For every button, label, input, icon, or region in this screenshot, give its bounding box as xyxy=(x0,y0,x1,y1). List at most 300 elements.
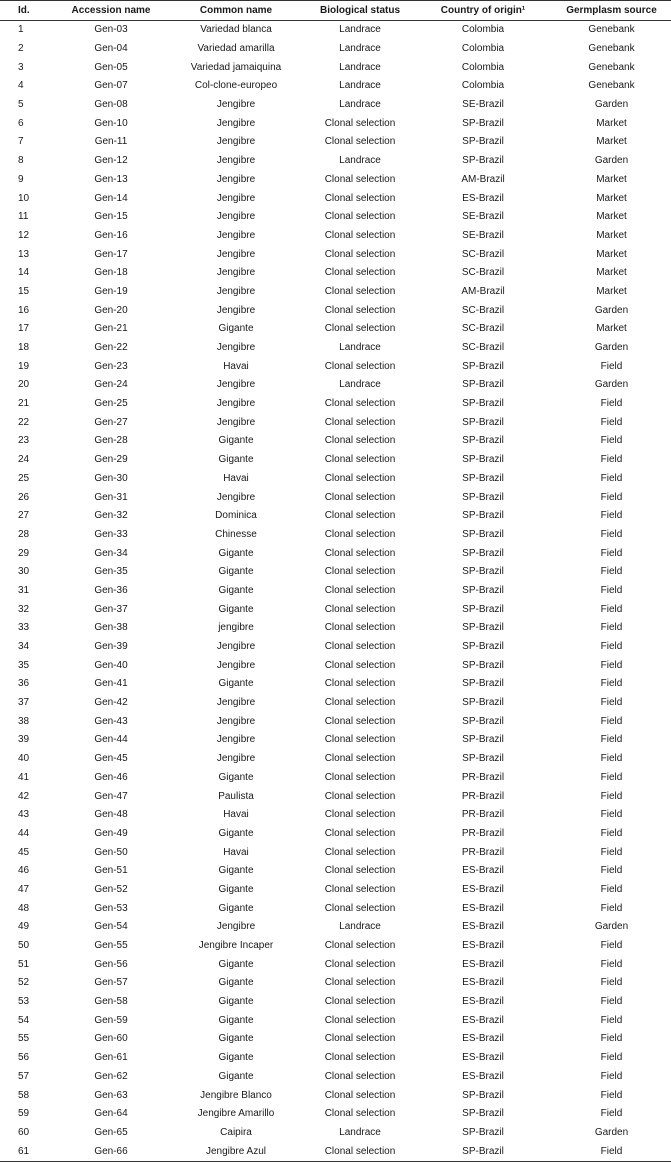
cell-germplasm-source: Field xyxy=(600,865,623,877)
cell-country-of-origin: PR-Brazil xyxy=(461,771,505,783)
cell-accession-name: Gen-66 xyxy=(56,1142,166,1161)
table-row xyxy=(0,1011,671,1030)
cell-country-of-origin: ES-Brazil xyxy=(462,958,504,970)
cell-germplasm-source: Field xyxy=(600,902,623,914)
cell-accession-name: Gen-64 xyxy=(94,1108,128,1120)
cell-biological-status: Clonal selection xyxy=(324,136,396,148)
cell-germplasm-source: Field xyxy=(600,771,623,783)
cell-common-name: Jengibre xyxy=(216,267,256,279)
cell-id: 2 xyxy=(18,43,24,55)
table-row xyxy=(0,264,671,283)
cell-accession-name: Gen-18 xyxy=(94,267,128,279)
header-country-of-origin: Country of origin¹ xyxy=(414,1,552,21)
cell-id: 30 xyxy=(18,566,30,578)
cell-id: 52 xyxy=(18,977,30,989)
cell-id: 46 xyxy=(18,865,30,877)
cell-accession-name: Gen-36 xyxy=(94,584,128,596)
cell-germplasm-source: Field xyxy=(600,622,623,634)
cell-country-of-origin: ES-Brazil xyxy=(462,192,504,204)
cell-biological-status: Clonal selection xyxy=(324,547,396,559)
cell-germplasm-source: Market xyxy=(596,323,627,335)
cell-id: 31 xyxy=(18,584,30,596)
cell-country-of-origin: Colombia xyxy=(461,61,505,73)
cell-germplasm-source: Field xyxy=(600,715,623,727)
cell-country-of-origin: ES-Brazil xyxy=(462,977,504,989)
header-accession-name: Accession name xyxy=(56,1,166,21)
cell-country-of-origin: SP-Brazil xyxy=(414,1142,552,1161)
cell-biological-status: Clonal selection xyxy=(324,398,396,410)
cell-id: 44 xyxy=(18,827,30,839)
cell-accession-name: Gen-51 xyxy=(94,865,128,877)
cell-germplasm-source: Field xyxy=(600,883,623,895)
cell-accession-name: Gen-53 xyxy=(94,902,128,914)
cell-common-name: Dominica xyxy=(215,510,257,522)
cell-accession-name: Gen-12 xyxy=(94,155,128,167)
cell-country-of-origin: SP-Brazil xyxy=(462,416,504,428)
cell-country-of-origin: SP-Brazil xyxy=(462,528,504,540)
cell-id: 8 xyxy=(18,155,24,167)
table-row xyxy=(0,843,671,862)
cell-biological-status: Clonal selection xyxy=(324,248,396,260)
cell-biological-status: Clonal selection xyxy=(324,603,396,615)
cell-country-of-origin: ES-Brazil xyxy=(462,996,504,1008)
cell-biological-status: Clonal selection xyxy=(324,996,396,1008)
cell-biological-status: Clonal selection xyxy=(324,846,396,858)
cell-id: 40 xyxy=(18,753,30,765)
table-row xyxy=(0,881,671,900)
cell-id: 10 xyxy=(18,192,30,204)
table-row xyxy=(0,656,671,675)
table-row xyxy=(0,133,671,152)
cell-germplasm-source: Field xyxy=(600,697,623,709)
cell-accession-name: Gen-04 xyxy=(94,43,128,55)
cell-id: 38 xyxy=(18,715,30,727)
cell-germplasm-source: Field xyxy=(600,1033,623,1045)
cell-id: 39 xyxy=(18,734,30,746)
cell-biological-status: Clonal selection xyxy=(324,678,396,690)
cell-accession-name: Gen-37 xyxy=(94,603,128,615)
table-row xyxy=(0,171,671,190)
table-row xyxy=(0,114,671,133)
table-row xyxy=(0,731,671,750)
table-row xyxy=(0,750,671,769)
cell-common-name: Jengibre xyxy=(216,211,256,223)
cell-germplasm-source: Genebank xyxy=(588,24,635,36)
cell-country-of-origin: SP-Brazil xyxy=(462,117,504,129)
cell-id: 23 xyxy=(18,435,30,447)
cell-biological-status: Clonal selection xyxy=(324,771,396,783)
cell-common-name: Jengibre Incaper xyxy=(198,940,274,952)
cell-country-of-origin: SP-Brazil xyxy=(462,360,504,372)
cell-id: 43 xyxy=(18,809,30,821)
cell-germplasm-source: Market xyxy=(596,136,627,148)
table-row xyxy=(0,376,671,395)
cell-accession-name: Gen-52 xyxy=(94,883,128,895)
cell-country-of-origin: SC-Brazil xyxy=(461,267,505,279)
cell-biological-status: Clonal selection xyxy=(324,566,396,578)
cell-country-of-origin: SP-Brazil xyxy=(462,379,504,391)
cell-common-name: Gigante xyxy=(218,865,254,877)
cell-biological-status: Landrace xyxy=(339,921,381,933)
cell-country-of-origin: ES-Brazil xyxy=(462,865,504,877)
cell-biological-status: Clonal selection xyxy=(324,229,396,241)
cell-biological-status: Clonal selection xyxy=(324,472,396,484)
cell-accession-name: Gen-55 xyxy=(94,940,128,952)
cell-country-of-origin: ES-Brazil xyxy=(462,883,504,895)
cell-common-name: Havai xyxy=(223,809,249,821)
cell-id: 32 xyxy=(18,603,30,615)
cell-germplasm-source: Garden xyxy=(594,99,629,111)
header-common-name: Common name xyxy=(166,1,306,21)
cell-biological-status: Landrace xyxy=(339,342,381,354)
cell-country-of-origin: ES-Brazil xyxy=(462,1070,504,1082)
cell-common-name: Gigante xyxy=(218,977,254,989)
cell-accession-name: Gen-35 xyxy=(94,566,128,578)
cell-country-of-origin: AM-Brazil xyxy=(461,173,505,185)
cell-country-of-origin: ES-Brazil xyxy=(462,1014,504,1026)
cell-id: 50 xyxy=(18,940,30,952)
table-row xyxy=(0,544,671,563)
table-row xyxy=(0,694,671,713)
table-row xyxy=(0,189,671,208)
table-row xyxy=(0,413,671,432)
cell-accession-name: Gen-59 xyxy=(94,1014,128,1026)
cell-common-name: Havai xyxy=(223,472,249,484)
cell-biological-status: Clonal selection xyxy=(324,958,396,970)
cell-germplasm-source: Field xyxy=(600,584,623,596)
cell-germplasm-source: Field xyxy=(600,790,623,802)
cell-country-of-origin: PR-Brazil xyxy=(461,809,505,821)
cell-id: 11 xyxy=(18,211,29,223)
cell-id: 42 xyxy=(18,790,30,802)
cell-germplasm-source: Field xyxy=(600,827,623,839)
cell-common-name: Jengibre xyxy=(216,136,256,148)
cell-id: 9 xyxy=(18,173,24,185)
cell-id: 16 xyxy=(18,304,30,316)
cell-biological-status: Clonal selection xyxy=(324,304,396,316)
cell-biological-status: Clonal selection xyxy=(324,641,396,653)
cell-common-name: Gigante xyxy=(218,566,254,578)
table-row xyxy=(0,1142,671,1161)
cell-id: 7 xyxy=(18,136,24,148)
table-row xyxy=(0,357,671,376)
cell-germplasm-source: Field xyxy=(600,940,623,952)
cell-germplasm-source: Field xyxy=(600,977,623,989)
cell-id: 18 xyxy=(18,342,30,354)
table-row xyxy=(0,301,671,320)
cell-id: 53 xyxy=(18,996,30,1008)
table-row xyxy=(0,787,671,806)
cell-germplasm-source: Field xyxy=(600,603,623,615)
cell-id: 19 xyxy=(18,360,30,372)
cell-id: 47 xyxy=(18,883,30,895)
cell-germplasm-source: Field xyxy=(600,528,623,540)
cell-accession-name: Gen-20 xyxy=(94,304,128,316)
table-row xyxy=(0,769,671,788)
cell-germplasm-source: Field xyxy=(600,678,623,690)
cell-biological-status: Clonal selection xyxy=(324,528,396,540)
table-row xyxy=(0,862,671,881)
cell-id: 22 xyxy=(18,416,30,428)
cell-accession-name: Gen-39 xyxy=(94,641,128,653)
cell-common-name: Jengibre xyxy=(216,921,256,933)
cell-country-of-origin: SP-Brazil xyxy=(462,584,504,596)
cell-germplasm-source: Market xyxy=(596,117,627,129)
cell-biological-status: Clonal selection xyxy=(324,940,396,952)
cell-country-of-origin: AM-Brazil xyxy=(461,285,505,297)
cell-accession-name: Gen-33 xyxy=(94,528,128,540)
cell-germplasm-source: Field xyxy=(600,659,623,671)
cell-germplasm-source: Field xyxy=(600,809,623,821)
cell-country-of-origin: SP-Brazil xyxy=(462,641,504,653)
cell-id: 3 xyxy=(18,61,24,73)
cell-accession-name: Gen-29 xyxy=(94,454,128,466)
cell-id: 26 xyxy=(18,491,30,503)
cell-common-name: Jengibre xyxy=(216,173,256,185)
cell-biological-status: Clonal selection xyxy=(324,1070,396,1082)
cell-accession-name: Gen-07 xyxy=(94,80,128,92)
cell-common-name: Caipira xyxy=(220,1126,252,1138)
cell-biological-status: Clonal selection xyxy=(324,584,396,596)
cell-country-of-origin: SP-Brazil xyxy=(462,715,504,727)
cell-accession-name: Gen-65 xyxy=(94,1126,128,1138)
cell-germplasm-source: Market xyxy=(596,211,627,223)
cell-biological-status: Clonal selection xyxy=(324,117,396,129)
cell-biological-status: Landrace xyxy=(339,61,381,73)
cell-germplasm-source: Field xyxy=(600,641,623,653)
cell-biological-status: Clonal selection xyxy=(324,435,396,447)
cell-common-name: Jengibre xyxy=(216,734,256,746)
cell-common-name: Gigante xyxy=(218,678,254,690)
table-row xyxy=(0,1049,671,1068)
cell-common-name: Gigante xyxy=(218,1033,254,1045)
cell-common-name: Gigante xyxy=(218,771,254,783)
cell-id: 15 xyxy=(18,285,30,297)
cell-germplasm-source: Market xyxy=(596,248,627,260)
table-body xyxy=(0,21,671,1162)
cell-accession-name: Gen-31 xyxy=(94,491,128,503)
cell-biological-status: Landrace xyxy=(339,155,381,167)
cell-accession-name: Gen-22 xyxy=(94,342,128,354)
cell-country-of-origin: Colombia xyxy=(461,24,505,36)
cell-biological-status: Landrace xyxy=(339,43,381,55)
cell-id: 33 xyxy=(18,622,30,634)
cell-biological-status: Clonal selection xyxy=(324,1108,396,1120)
table-row xyxy=(0,806,671,825)
cell-accession-name: Gen-38 xyxy=(94,622,128,634)
cell-biological-status: Clonal selection xyxy=(324,454,396,466)
table-row xyxy=(0,40,671,59)
cell-germplasm-source: Field xyxy=(600,734,623,746)
table-row xyxy=(0,451,671,470)
cell-common-name: Jengibre xyxy=(216,229,256,241)
cell-id: 17 xyxy=(18,323,30,335)
cell-biological-status: Clonal selection xyxy=(324,173,396,185)
cell-country-of-origin: SP-Brazil xyxy=(462,155,504,167)
cell-biological-status: Clonal selection xyxy=(324,192,396,204)
cell-id: 61 xyxy=(0,1142,56,1161)
cell-germplasm-source: Field xyxy=(600,1014,623,1026)
cell-country-of-origin: SP-Brazil xyxy=(462,547,504,559)
table-row xyxy=(0,526,671,545)
cell-biological-status: Clonal selection xyxy=(324,883,396,895)
table-row xyxy=(0,1068,671,1087)
cell-common-name: Chinesse xyxy=(215,528,257,540)
cell-germplasm-source: Garden xyxy=(594,342,629,354)
cell-country-of-origin: SP-Brazil xyxy=(462,566,504,578)
table-row xyxy=(0,245,671,264)
cell-accession-name: Gen-24 xyxy=(94,379,128,391)
cell-country-of-origin: SP-Brazil xyxy=(462,472,504,484)
cell-common-name: Jengibre xyxy=(216,192,256,204)
cell-id: 54 xyxy=(18,1014,30,1026)
cell-accession-name: Gen-49 xyxy=(94,827,128,839)
table-row xyxy=(0,675,671,694)
cell-accession-name: Gen-61 xyxy=(94,1052,128,1064)
cell-accession-name: Gen-25 xyxy=(94,398,128,410)
cell-biological-status: Clonal selection xyxy=(324,1052,396,1064)
cell-biological-status: Clonal selection xyxy=(324,416,396,428)
cell-id: 37 xyxy=(18,697,30,709)
cell-biological-status: Clonal selection xyxy=(324,790,396,802)
cell-germplasm-source: Field xyxy=(600,398,623,410)
cell-common-name: Havai xyxy=(223,846,249,858)
cell-country-of-origin: SP-Brazil xyxy=(462,603,504,615)
cell-common-name: Gigante xyxy=(218,958,254,970)
cell-common-name: Jengibre Blanco xyxy=(200,1089,272,1101)
cell-common-name: Gigante xyxy=(218,902,254,914)
header-id: Id. xyxy=(0,1,56,21)
cell-common-name: Jengibre xyxy=(216,398,256,410)
table-row xyxy=(0,77,671,96)
cell-biological-status: Clonal selection xyxy=(324,323,396,335)
table-row xyxy=(0,395,671,414)
cell-id: 49 xyxy=(18,921,30,933)
cell-biological-status: Clonal selection xyxy=(324,491,396,503)
cell-accession-name: Gen-32 xyxy=(94,510,128,522)
cell-country-of-origin: ES-Brazil xyxy=(462,1033,504,1045)
cell-country-of-origin: SC-Brazil xyxy=(461,248,505,260)
cell-germplasm-source: Field xyxy=(600,996,623,1008)
cell-accession-name: Gen-56 xyxy=(94,958,128,970)
cell-common-name: Jengibre xyxy=(216,753,256,765)
cell-accession-name: Gen-05 xyxy=(94,61,128,73)
cell-common-name: Jengibre xyxy=(216,491,256,503)
cell-id: 45 xyxy=(18,846,30,858)
cell-biological-status: Clonal selection xyxy=(324,734,396,746)
table-row xyxy=(0,918,671,937)
cell-accession-name: Gen-30 xyxy=(94,472,128,484)
cell-common-name: Variedad jamaiquina xyxy=(190,61,282,73)
cell-germplasm-source: Field xyxy=(600,1070,623,1082)
cell-id: 24 xyxy=(18,454,30,466)
cell-country-of-origin: SC-Brazil xyxy=(461,323,505,335)
cell-common-name: jengibre xyxy=(218,622,254,634)
cell-biological-status: Clonal selection xyxy=(324,977,396,989)
cell-accession-name: Gen-16 xyxy=(94,229,128,241)
cell-biological-status: Clonal selection xyxy=(324,285,396,297)
cell-accession-name: Gen-17 xyxy=(94,248,128,260)
cell-germplasm-source: Genebank xyxy=(588,61,635,73)
cell-id: 28 xyxy=(18,528,30,540)
cell-country-of-origin: ES-Brazil xyxy=(462,921,504,933)
cell-germplasm-source: Field xyxy=(600,846,623,858)
cell-id: 12 xyxy=(18,229,30,241)
cell-accession-name: Gen-08 xyxy=(94,99,128,111)
cell-germplasm-source: Garden xyxy=(594,921,629,933)
table-row xyxy=(0,208,671,227)
table-row xyxy=(0,432,671,451)
cell-germplasm-source: Garden xyxy=(594,304,629,316)
cell-germplasm-source: Field xyxy=(600,547,623,559)
cell-country-of-origin: SP-Brazil xyxy=(462,435,504,447)
cell-germplasm-source: Field xyxy=(600,510,623,522)
table-row xyxy=(0,1086,671,1105)
cell-common-name: Havai xyxy=(223,360,249,372)
table-row xyxy=(0,1124,671,1143)
cell-id: 13 xyxy=(18,248,30,260)
cell-germplasm-source: Field xyxy=(600,435,623,447)
table-row xyxy=(0,974,671,993)
cell-common-name: Jengibre xyxy=(216,117,256,129)
cell-id: 48 xyxy=(18,902,30,914)
cell-id: 35 xyxy=(18,659,30,671)
cell-accession-name: Gen-48 xyxy=(94,809,128,821)
cell-germplasm-source: Field xyxy=(552,1142,671,1161)
header-row xyxy=(0,1,671,21)
cell-accession-name: Gen-46 xyxy=(94,771,128,783)
cell-biological-status: Clonal selection xyxy=(324,827,396,839)
cell-accession-name: Gen-14 xyxy=(94,192,128,204)
cell-biological-status: Clonal selection xyxy=(324,360,396,372)
table-row xyxy=(0,507,671,526)
table-row xyxy=(0,470,671,489)
cell-germplasm-source: Garden xyxy=(594,1126,629,1138)
cell-biological-status: Landrace xyxy=(339,1126,381,1138)
cell-country-of-origin: PR-Brazil xyxy=(461,827,505,839)
cell-common-name: Jengibre xyxy=(216,641,256,653)
cell-common-name: Jengibre xyxy=(216,304,256,316)
cell-country-of-origin: SP-Brazil xyxy=(462,622,504,634)
cell-country-of-origin: SP-Brazil xyxy=(462,491,504,503)
cell-country-of-origin: SP-Brazil xyxy=(462,136,504,148)
table-row xyxy=(0,993,671,1012)
cell-common-name: Jengibre xyxy=(216,248,256,260)
cell-common-name: Gigante xyxy=(218,454,254,466)
cell-common-name: Jengibre Azul xyxy=(166,1142,306,1161)
cell-accession-name: Gen-62 xyxy=(94,1070,128,1082)
cell-common-name: Gigante xyxy=(218,603,254,615)
cell-common-name: Gigante xyxy=(218,323,254,335)
cell-id: 5 xyxy=(18,99,24,111)
table-row xyxy=(0,563,671,582)
cell-common-name: Gigante xyxy=(218,1052,254,1064)
table-row xyxy=(0,899,671,918)
table-row xyxy=(0,320,671,339)
cell-common-name: Gigante xyxy=(218,547,254,559)
cell-biological-status: Clonal selection xyxy=(324,211,396,223)
cell-country-of-origin: SP-Brazil xyxy=(462,697,504,709)
cell-id: 27 xyxy=(18,510,30,522)
cell-country-of-origin: SP-Brazil xyxy=(462,1089,504,1101)
table-row xyxy=(0,58,671,77)
cell-common-name: Variedad blanca xyxy=(200,24,272,36)
cell-id: 58 xyxy=(18,1089,30,1101)
cell-biological-status: Landrace xyxy=(339,80,381,92)
table-row xyxy=(0,1030,671,1049)
cell-germplasm-source: Field xyxy=(600,958,623,970)
cell-common-name: Jengibre xyxy=(216,715,256,727)
